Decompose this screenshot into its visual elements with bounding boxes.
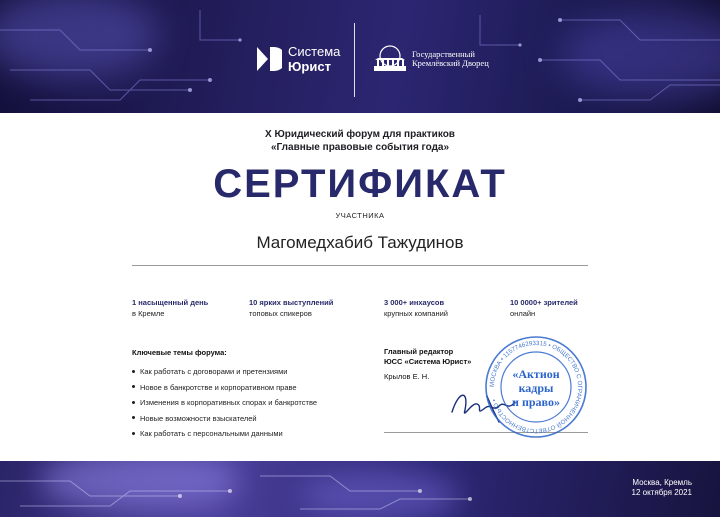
stat-text: крупных компаний xyxy=(384,309,448,318)
logo-text-line1: Система xyxy=(288,44,341,59)
stat-highlight: 3 000+ инхаусов xyxy=(384,298,445,307)
certificate-title: СЕРТИФИКАТ xyxy=(213,162,507,206)
certificate-subtitle: УЧАСТНИКА xyxy=(335,211,385,220)
header-banner xyxy=(0,0,720,113)
kremlin-logo-line2: Кремлёвский Дворец xyxy=(412,58,489,68)
forum-title-line1: X Юридический форум для практиков xyxy=(265,129,455,140)
editor-block xyxy=(384,347,471,382)
stat-highlight: 10 0000+ зрителей xyxy=(510,298,578,307)
stat-item xyxy=(384,297,448,319)
stat-item xyxy=(249,297,333,319)
stamp-line2: кадры xyxy=(518,381,554,395)
forum-title-line2: «Главные правовые события года» xyxy=(270,142,450,153)
event-date: 12 октября 2021 xyxy=(631,488,692,497)
stat-highlight: 1 насыщенный день xyxy=(132,298,209,307)
svg-text:МОСКВА • 1157746293315 • ОБЩЕС: МОСКВА • 1157746293315 • ОБЩЕСТВО С ОГРАНИЧЕННОЙ ОТВЕТСТВЕННОСТЬЮ • xyxy=(488,339,584,435)
editor-name: Крылов Е. Н. xyxy=(384,372,430,381)
logo-text-line2: Юрист xyxy=(288,59,331,74)
stat-item xyxy=(132,297,208,319)
stamp-line1: «Актион xyxy=(512,367,560,381)
stamp-line3: и право» xyxy=(512,395,560,409)
topics-list xyxy=(132,364,317,442)
topic-item: Как работать с договорами и претензиями xyxy=(132,364,317,380)
topic-item: Новое в банкротстве и корпоративном праве xyxy=(132,380,317,396)
stat-text: в Кремле xyxy=(132,309,165,318)
topics-heading: Ключевые темы форума: xyxy=(132,348,227,357)
name-underline xyxy=(132,265,588,266)
place-and-date xyxy=(600,478,692,498)
circuit-pattern xyxy=(0,0,720,113)
kremlin-palace-icon xyxy=(372,44,408,74)
company-stamp xyxy=(484,335,588,439)
logo-divider xyxy=(354,23,355,97)
participant-name: Магомедхабиб Тажудинов xyxy=(256,233,464,252)
topic-item: Новые возможности взыскателей xyxy=(132,411,317,427)
sistema-mark-icon xyxy=(256,46,282,72)
topic-item: Изменения в корпоративных спорах и банкротстве xyxy=(132,395,317,411)
stat-highlight: 10 ярких выступлений xyxy=(249,298,334,307)
event-city: Москва, Кремль xyxy=(632,478,692,487)
editor-role-line1: Главный редактор xyxy=(384,347,454,356)
kremlin-logo-line1: Государственный xyxy=(412,49,475,59)
stat-text: топовых спикеров xyxy=(249,309,312,318)
editor-role-line2: ЮСС «Система Юрист» xyxy=(384,357,472,366)
topic-item: Как работать с персональными данными xyxy=(132,426,317,442)
stat-text: онлайн xyxy=(510,309,536,318)
sistema-yurist-logo xyxy=(256,44,340,74)
kremlin-palace-logo xyxy=(372,44,489,74)
stat-item xyxy=(510,297,578,319)
